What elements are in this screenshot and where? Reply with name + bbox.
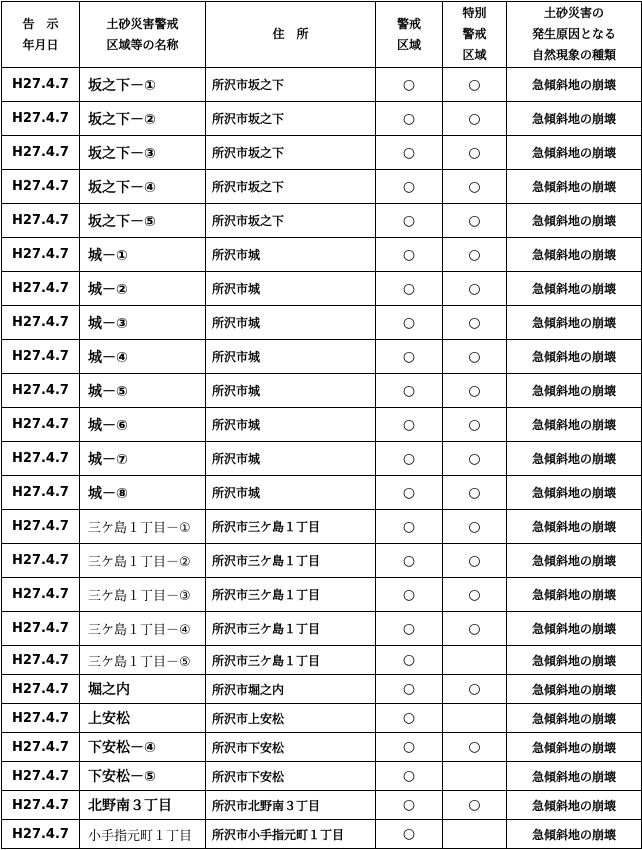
warning-zone-mark: ○ [376,68,443,102]
table-row [2,820,642,849]
address-cell: 所沢市下安松 [206,733,376,762]
address-cell: 所沢市城 [206,340,376,374]
special-warning-zone-mark: ○ [443,733,507,762]
header-line: 住 所 [272,27,309,41]
address-cell: 所沢市城 [206,442,376,476]
table-row [2,136,642,170]
warning-zone-mark: ○ [376,442,443,476]
address-cell: 所沢市三ケ島１丁目 [206,578,376,612]
header-line: 区域等の名称 [106,37,179,52]
table-row [2,510,642,544]
zone-name-cell: 城－⑦ [80,442,206,476]
special-warning-zone-mark [443,762,507,791]
warning-zone-mark: ○ [376,791,443,820]
table-row [2,306,642,340]
special-warning-zone-mark: ○ [443,170,507,204]
special-warning-zone-mark: ○ [443,675,507,704]
address-cell: 所沢市三ケ島１丁目 [206,544,376,578]
warning-zone-mark: ○ [376,762,443,791]
table-row [2,238,642,272]
warning-zone-mark: ○ [376,374,443,408]
address-cell: 所沢市坂之下 [206,204,376,238]
warning-zone-mark: ○ [376,510,443,544]
date-cell: H27.4.7 [2,136,80,170]
header-warning-zone [376,2,443,68]
date-cell: H27.4.7 [2,68,80,102]
address-cell: 所沢市坂之下 [206,136,376,170]
table-header-row [2,2,642,68]
special-warning-zone-mark: ○ [443,204,507,238]
warning-zone-mark: ○ [376,820,443,849]
date-cell: H27.4.7 [2,102,80,136]
date-cell: H27.4.7 [2,733,80,762]
zone-name-cell: 城－① [80,238,206,272]
phenomenon-type-cell: 急傾斜地の崩壊 [507,733,642,762]
warning-zone-mark: ○ [376,102,443,136]
table-row [2,612,642,646]
table-row [2,204,642,238]
header-special-warning-zone [443,2,507,68]
table-row [2,476,642,510]
table-row [2,704,642,733]
date-cell: H27.4.7 [2,646,80,675]
table-row [2,68,642,102]
header-line: 自然現象の種類 [531,48,616,62]
header-phenomenon-type [507,2,642,68]
address-cell: 所沢市城 [206,238,376,272]
warning-zone-mark: ○ [376,675,443,704]
address-cell: 所沢市城 [206,408,376,442]
zone-name-cell: 堀之内 [80,675,206,704]
warning-zone-mark: ○ [376,612,443,646]
header-line: 発生原因となる [531,27,616,41]
date-cell: H27.4.7 [2,408,80,442]
address-cell: 所沢市小手指元町１丁目 [206,820,376,849]
address-cell: 所沢市城 [206,306,376,340]
warning-zone-mark: ○ [376,136,443,170]
zone-name-cell: 坂之下－② [80,102,206,136]
special-warning-zone-mark: ○ [443,442,507,476]
date-cell: H27.4.7 [2,476,80,510]
special-warning-zone-mark: ○ [443,510,507,544]
warning-zone-mark: ○ [376,408,443,442]
date-cell: H27.4.7 [2,510,80,544]
header-line: 区域 [462,48,487,62]
zone-name-cell: 城－⑥ [80,408,206,442]
phenomenon-type-cell: 急傾斜地の崩壊 [507,408,642,442]
phenomenon-type-cell: 急傾斜地の崩壊 [507,204,642,238]
phenomenon-type-cell: 急傾斜地の崩壊 [507,544,642,578]
zone-name-cell: 城－② [80,272,206,306]
address-cell: 所沢市下安松 [206,762,376,791]
special-warning-zone-mark: ○ [443,102,507,136]
address-cell: 所沢市三ケ島１丁目 [206,646,376,675]
phenomenon-type-cell: 急傾斜地の崩壊 [507,102,642,136]
zone-name-cell: 三ケ島１丁目－④ [80,612,206,646]
phenomenon-type-cell: 急傾斜地の崩壊 [507,704,642,733]
phenomenon-type-cell: 急傾斜地の崩壊 [507,791,642,820]
special-warning-zone-mark [443,646,507,675]
table-row [2,102,642,136]
date-cell: H27.4.7 [2,306,80,340]
address-cell: 所沢市堀之内 [206,675,376,704]
phenomenon-type-cell: 急傾斜地の崩壊 [507,374,642,408]
table-row [2,408,642,442]
special-warning-zone-mark: ○ [443,408,507,442]
address-cell: 所沢市城 [206,476,376,510]
address-cell: 所沢市三ケ島１丁目 [206,612,376,646]
zone-name-cell: 三ケ島１丁目－③ [80,578,206,612]
special-warning-zone-mark: ○ [443,578,507,612]
phenomenon-type-cell: 急傾斜地の崩壊 [507,675,642,704]
special-warning-zone-mark: ○ [443,476,507,510]
zone-name-cell: 上安松 [80,704,206,733]
special-warning-zone-mark: ○ [443,272,507,306]
special-warning-zone-mark: ○ [443,374,507,408]
date-cell: H27.4.7 [2,204,80,238]
table-row [2,578,642,612]
warning-zone-mark: ○ [376,578,443,612]
header-line: 告 示 [22,16,59,31]
warning-zone-mark: ○ [376,733,443,762]
warning-zone-mark: ○ [376,306,443,340]
special-warning-zone-mark: ○ [443,791,507,820]
table-row [2,791,642,820]
table-row [2,733,642,762]
date-cell: H27.4.7 [2,820,80,849]
header-line: 警戒 [396,16,421,31]
zone-name-cell: 坂之下－⑤ [80,204,206,238]
zone-name-cell: 三ケ島１丁目－② [80,544,206,578]
zone-name-cell: 三ケ島１丁目－① [80,510,206,544]
phenomenon-type-cell: 急傾斜地の崩壊 [507,612,642,646]
date-cell: H27.4.7 [2,272,80,306]
special-warning-zone-mark [443,704,507,733]
special-warning-zone-mark [443,820,507,849]
zone-name-cell: 城－④ [80,340,206,374]
zone-name-cell: 城－⑤ [80,374,206,408]
phenomenon-type-cell: 急傾斜地の崩壊 [507,68,642,102]
table-row [2,646,642,675]
date-cell: H27.4.7 [2,238,80,272]
zone-name-cell: 城－③ [80,306,206,340]
address-cell: 所沢市北野南３丁目 [206,791,376,820]
phenomenon-type-cell: 急傾斜地の崩壊 [507,442,642,476]
phenomenon-type-cell: 急傾斜地の崩壊 [507,272,642,306]
table-row [2,272,642,306]
header-address [206,2,376,68]
sediment-disaster-zone-table [1,1,642,849]
warning-zone-mark: ○ [376,204,443,238]
special-warning-zone-mark: ○ [443,238,507,272]
phenomenon-type-cell: 急傾斜地の崩壊 [507,340,642,374]
special-warning-zone-mark: ○ [443,68,507,102]
header-line: 土砂災害の [543,6,604,20]
address-cell: 所沢市坂之下 [206,102,376,136]
date-cell: H27.4.7 [2,442,80,476]
table-row [2,170,642,204]
date-cell: H27.4.7 [2,578,80,612]
zone-name-cell: 坂之下－④ [80,170,206,204]
header-line: 区域 [396,37,421,52]
zone-name-cell: 下安松－⑤ [80,762,206,791]
date-cell: H27.4.7 [2,340,80,374]
phenomenon-type-cell: 急傾斜地の崩壊 [507,476,642,510]
zone-name-cell: 北野南３丁目 [80,791,206,820]
phenomenon-type-cell: 急傾斜地の崩壊 [507,510,642,544]
header-line: 土砂災害警戒 [106,16,179,31]
special-warning-zone-mark: ○ [443,612,507,646]
address-cell: 所沢市上安松 [206,704,376,733]
phenomenon-type-cell: 急傾斜地の崩壊 [507,170,642,204]
table-row [2,442,642,476]
address-cell: 所沢市城 [206,374,376,408]
warning-zone-mark: ○ [376,272,443,306]
address-cell: 所沢市城 [206,272,376,306]
warning-zone-mark: ○ [376,646,443,675]
zone-name-cell: 小手指元町１丁目 [80,820,206,849]
address-cell: 所沢市坂之下 [206,170,376,204]
phenomenon-type-cell: 急傾斜地の崩壊 [507,646,642,675]
table-row [2,340,642,374]
warning-zone-mark: ○ [376,476,443,510]
special-warning-zone-mark: ○ [443,340,507,374]
warning-zone-mark: ○ [376,170,443,204]
phenomenon-type-cell: 急傾斜地の崩壊 [507,238,642,272]
date-cell: H27.4.7 [2,374,80,408]
table-row [2,374,642,408]
date-cell: H27.4.7 [2,170,80,204]
zone-name-cell: 下安松－④ [80,733,206,762]
header-line: 年月日 [22,37,59,52]
warning-zone-mark: ○ [376,544,443,578]
warning-zone-mark: ○ [376,238,443,272]
phenomenon-type-cell: 急傾斜地の崩壊 [507,136,642,170]
date-cell: H27.4.7 [2,791,80,820]
date-cell: H27.4.7 [2,612,80,646]
table-row [2,762,642,791]
address-cell: 所沢市坂之下 [206,68,376,102]
phenomenon-type-cell: 急傾斜地の崩壊 [507,578,642,612]
warning-zone-mark: ○ [376,340,443,374]
special-warning-zone-mark: ○ [443,136,507,170]
header-notice-date [2,2,80,68]
table-row [2,675,642,704]
header-line: 警戒 [462,27,487,41]
phenomenon-type-cell: 急傾斜地の崩壊 [507,306,642,340]
date-cell: H27.4.7 [2,762,80,791]
table-row [2,544,642,578]
phenomenon-type-cell: 急傾斜地の崩壊 [507,762,642,791]
date-cell: H27.4.7 [2,544,80,578]
zone-name-cell: 坂之下－③ [80,136,206,170]
address-cell: 所沢市三ケ島１丁目 [206,510,376,544]
header-zone-name [80,2,206,68]
zone-name-cell: 坂之下－① [80,68,206,102]
zone-name-cell: 三ケ島１丁目－⑤ [80,646,206,675]
header-line: 特別 [462,6,487,20]
warning-zone-mark: ○ [376,704,443,733]
special-warning-zone-mark: ○ [443,306,507,340]
date-cell: H27.4.7 [2,704,80,733]
phenomenon-type-cell: 急傾斜地の崩壊 [507,820,642,849]
date-cell: H27.4.7 [2,675,80,704]
zone-name-cell: 城－⑧ [80,476,206,510]
special-warning-zone-mark: ○ [443,544,507,578]
